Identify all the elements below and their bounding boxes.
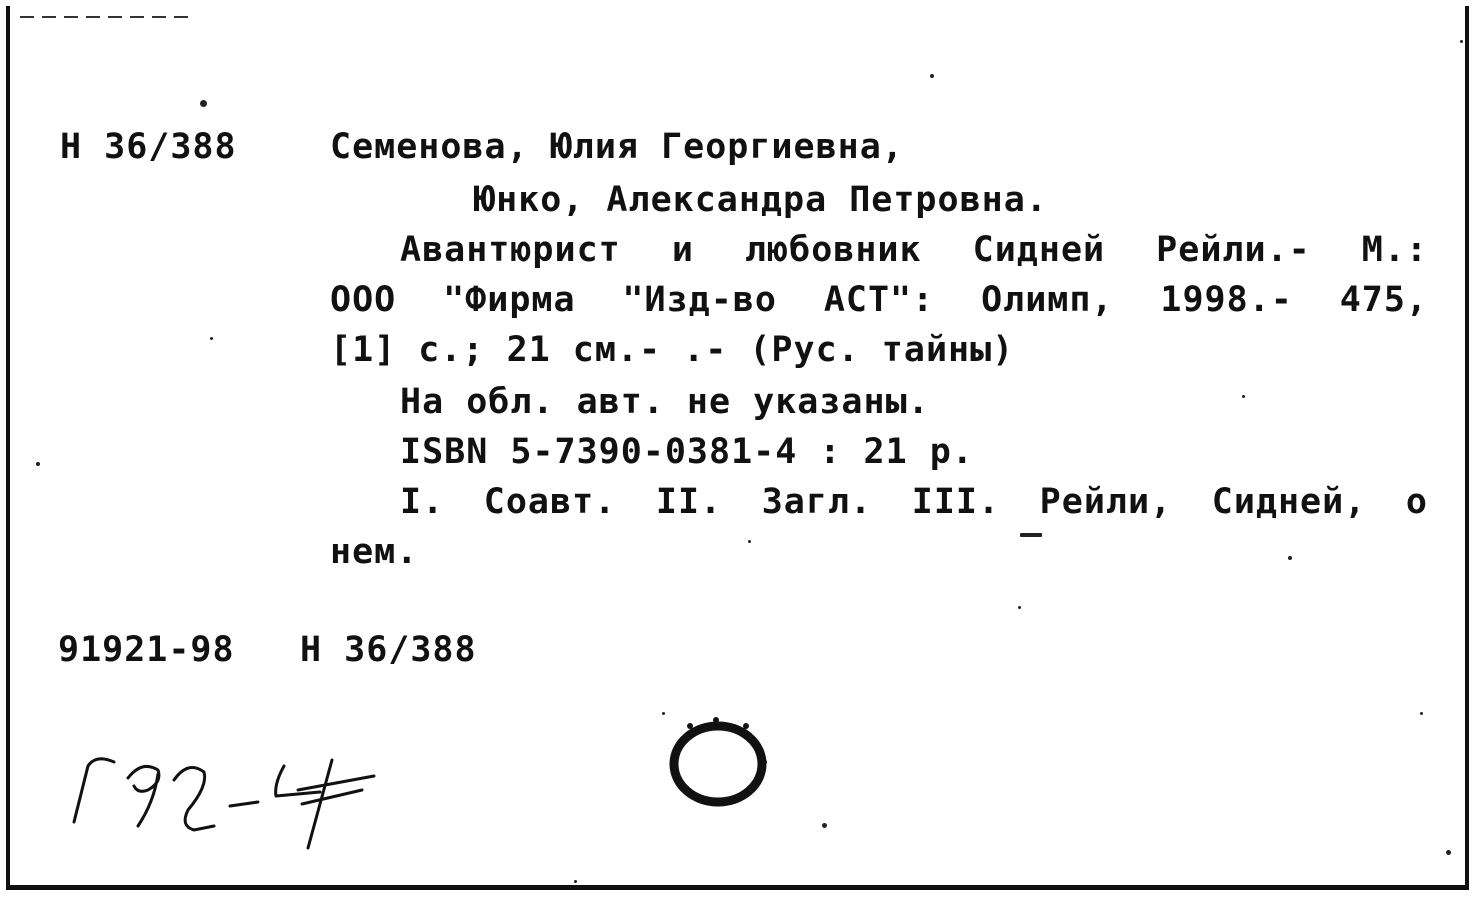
speck [1446, 850, 1451, 855]
coauthor-line: Юнко, Александра Петровна. [474, 180, 1048, 220]
speck [1242, 395, 1245, 398]
title-line-3: [1] с.; 21 см.- .- (Рус. тайны) [330, 330, 1015, 370]
card-top-edge [20, 16, 190, 18]
handwritten-shelf-mark [62, 740, 392, 860]
speck [1420, 712, 1423, 715]
speck [930, 74, 934, 78]
speck [662, 712, 665, 715]
inventory-call-number: Н 36/388 [300, 630, 477, 670]
library-stamp-ring [660, 712, 776, 816]
speck [1018, 606, 1021, 609]
isbn-line: ISBN 5-7390-0381-4 : 21 р. [400, 432, 974, 472]
tracings-line-2: нем. [330, 532, 419, 572]
call-number: Н 36/388 [60, 127, 237, 167]
speck [748, 540, 751, 543]
speck [574, 880, 577, 883]
speck [1460, 40, 1463, 43]
speck [210, 337, 213, 340]
speck [36, 462, 40, 466]
speck [200, 100, 207, 107]
title-line-1: Авантюрист и любовник Сидней Рейли.- М.: [400, 230, 1428, 270]
speck [1288, 556, 1292, 560]
speck [822, 823, 827, 828]
tracings-line-1: I. Соавт. II. Загл. III. Рейли, Сидней, о [400, 482, 1428, 522]
note-line: На обл. авт. не указаны. [400, 382, 930, 422]
ink-mark [1020, 533, 1042, 537]
author-line: Семенова, Юлия Георгиевна, [330, 127, 904, 167]
title-line-2: ООО "Фирма "Изд-во АСТ": Олимп, 1998.- 475, [330, 280, 1428, 320]
inventory-number: 91921-98 [58, 630, 235, 670]
